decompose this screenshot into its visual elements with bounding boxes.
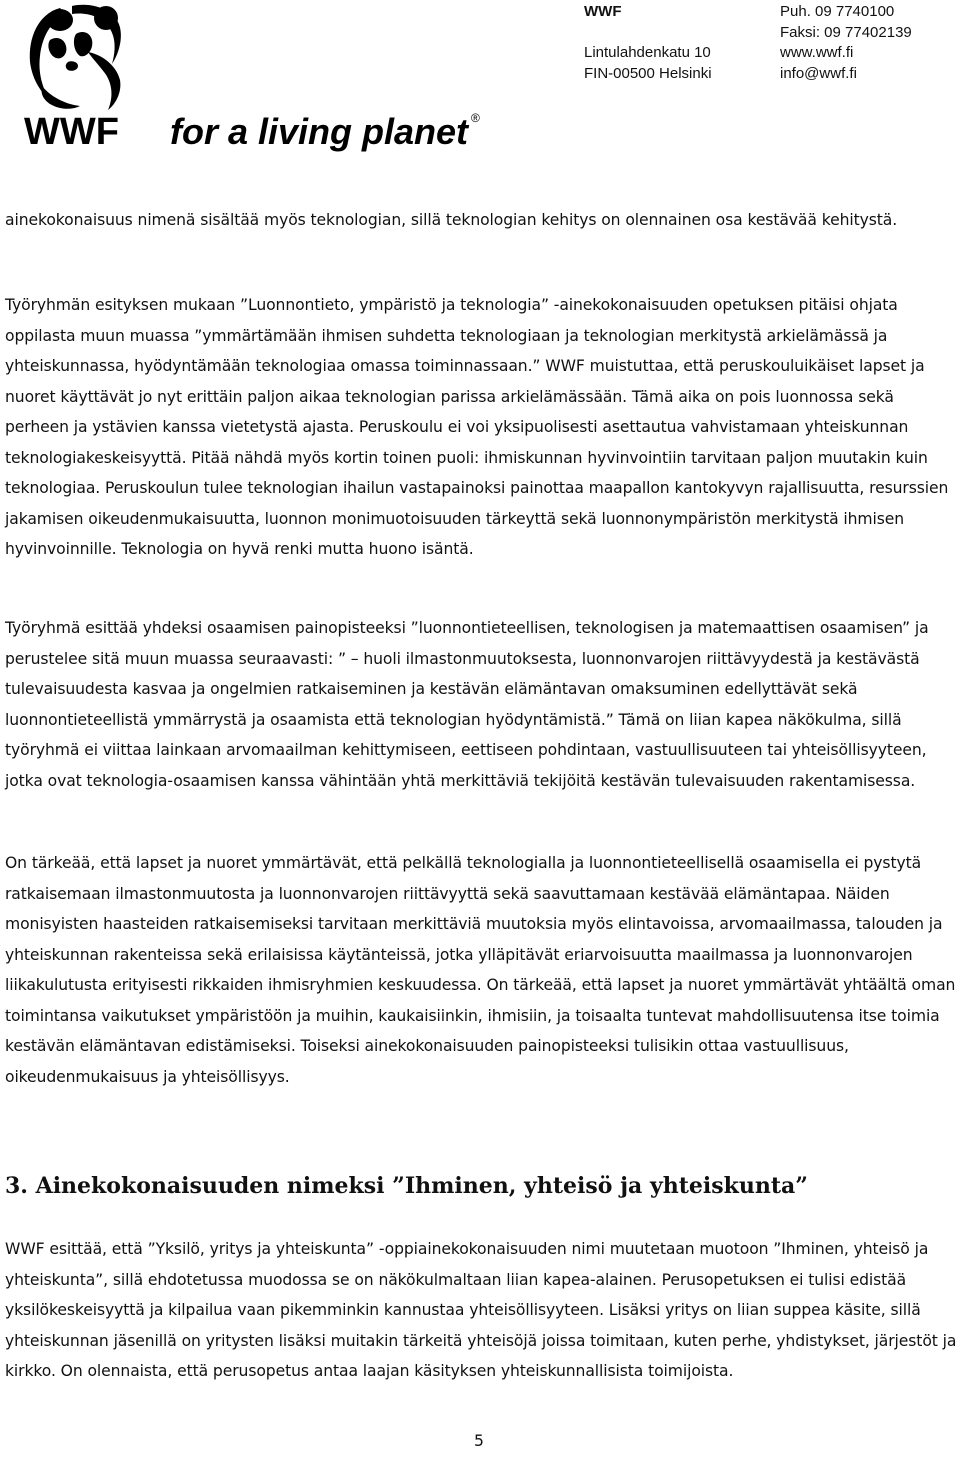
paragraph-4-text: On tärkeää, että lapset ja nuoret ymmärtävät, että pelkällä teknologialla ja luonnontieteellisellä osaamisella ei pystytä ratkaisemaan ilmastonmuutosta ja luonnonvarojen riittävyyttä sekä saavuttamaan kestävää elämäntapaa. Näiden monisyisten haasteiden ratkaisemiseksi tarvitaan merkittäviä muutoksia myös elintavoissa, arvomaailmassa, talouden ja yhteiskunnan rakenteissa sekä erilaisissa käytänteissä, jotka ylläpitävät eriarvoisuutta maailmassa ja luonnonvarojen liikakulutusta erityisesti rikkaiden ihmisryhmien keskuudessa. On tärkeää, että lapset ja nuoret ymmärtävät yhtäältä oman toimintansa vaikutukset ympäristöön ja muihin, kaukaisiinkin, ihmisiin, ja toisaalta tuntevat mahdollisuutensa itse toimia kestävän elämäntavan edistämiseksi. Toiseksi ainekokonaisuuden painopisteeksi tulisikin ottaa vastuullisuus, oikeudenmukaisuus ja yhteisöllisyys. [5,854,956,1086]
panda-icon [30,5,121,110]
contact-org: WWF [584,3,622,20]
section-heading: 3. Ainekokonaisuuden nimeksi ”Ihminen, yhteisö ja yhteiskunta” [5,1173,808,1199]
logo-tagline: for a living planet [170,111,469,152]
contact-email: info@wwf.fi [780,64,857,82]
paragraph-4 [5,848,959,1092]
paragraph-5-text: WWF esittää, että ”Yksilö, yritys ja yhteiskunta” -oppiainekokonaisuuden nimi muutetaan muotoon ”Ihminen, yhteisö ja yhteiskunta”, sillä ehdotetussa muodossa se on näkökulmaltaan liian kapea-alainen. Perusopetuksen ei tulisi edistää yksilökeskeisyyttä ja kilpailua vaan pikemminkin kannustaa yhteisöllisyyteen. Lisäksi yritys on liian suppea käsite, sillä yhteiskunnan jäsenillä on yritysten lisäksi muitakin tärkeitä yhteisöjä joissa toimitaan, kuten perhe, yhdistykset, järjestöt ja kirkko. On olennaista, että perusopetus antaa laajan käsityksen yhteiskunnallisista toimijoista. [5,1240,957,1380]
paragraph-1 [5,205,959,236]
wwf-logo [20,0,490,165]
paragraph-2 [5,290,959,565]
contact-details [780,2,912,84]
wwf-wordmark: WWF [24,111,119,153]
contact-phone: Puh. 09 7740100 [780,3,895,20]
paragraph-5 [5,1234,959,1387]
paragraph-3-text: Työryhmä esittää yhdeksi osaamisen painopisteeksi ”luonnontieteellisen, teknologisen ja matemaattisen osaamisen” ja perustelee sitä muun muassa seuraavasti: ” – huoli ilmastonmuutoksesta, luonnonvarojen riittävyydestä ja kestävästä tulevaisuudesta kasvaa ja ongelmien ratkaiseminen ja kestävän elämäntavan omaksuminen edellyttävät sekä luonnontieteellistä ymmärrystä ja osaamista että teknologian hyödyntämistä.” Tämä on liian kapea näkökulma, sillä työryhmä ei viittaa lainkaan arvomaailman kehittymiseen, eettiseen pohdintaan, vastuullisuuteen tai yhteisöllisyyteen, jotka ovat teknologia-osaamisen kanssa vähintään yhtä merkittäviä tekijöitä kestävän tulevaisuuden rakentamisessa. [5,619,929,790]
contact-web: www.wwf.fi [780,44,854,61]
contact-fax: Faksi: 09 77402139 [780,23,912,41]
contact-address [584,2,712,84]
contact-spacer [584,23,712,44]
paragraph-3 [5,613,959,796]
contact-street: Lintulahdenkatu 10 [584,44,711,61]
page-number: 5 [474,1432,484,1450]
registered-mark: ® [471,111,480,125]
paragraph-2-text: Työryhmän esityksen mukaan ”Luonnontieto, ympäristö ja teknologia” -ainekokonaisuuden opetuksen pitäisi ohjata oppilasta muun muassa ”ymmärtämään ihmisen suhdetta teknologiaan ja teknologian merkitystä arkielämässä ja yhteiskunnassa, hyödyntämään teknologiaa omassa toiminnassaan.” WWF muistuttaa, että peruskouluikäiset lapset ja nuoret käyttävät jo nyt erittäin paljon aikaa teknologian parissa arkielämässään. Tämä aika on pois luonnossa sekä perheen ja ystävien kanssa vietetystä ajasta. Peruskoulu ei voi yksipuolisesti asettautua vahvistamaan yhteiskunnan teknologiakeskeisyyttä. Pitää nähdä myös kortin toinen puoli: ihmiskunnan hyvinvointiin tarvitaan paljon muutakin kuin teknologiaa. Peruskoulun tulee teknologian ihailun vastapainoksi painottaa maapallon kantokyvyn rajallisuutta, resurssien jakamisen oikeudenmukaisuutta, luonnon monimuotoisuuden tärkeyttä sekä luonnonympäristön merkitystä ihmisen hyvinvoinnille. Teknologia on hyvä renki mutta huono isäntä. [5,296,949,558]
contact-city: FIN-00500 Helsinki [584,64,712,82]
paragraph-1-text: ainekokonaisuus nimenä sisältää myös teknologian, sillä teknologian kehitys on olennainen osa kestävää kehitystä. [5,211,898,229]
